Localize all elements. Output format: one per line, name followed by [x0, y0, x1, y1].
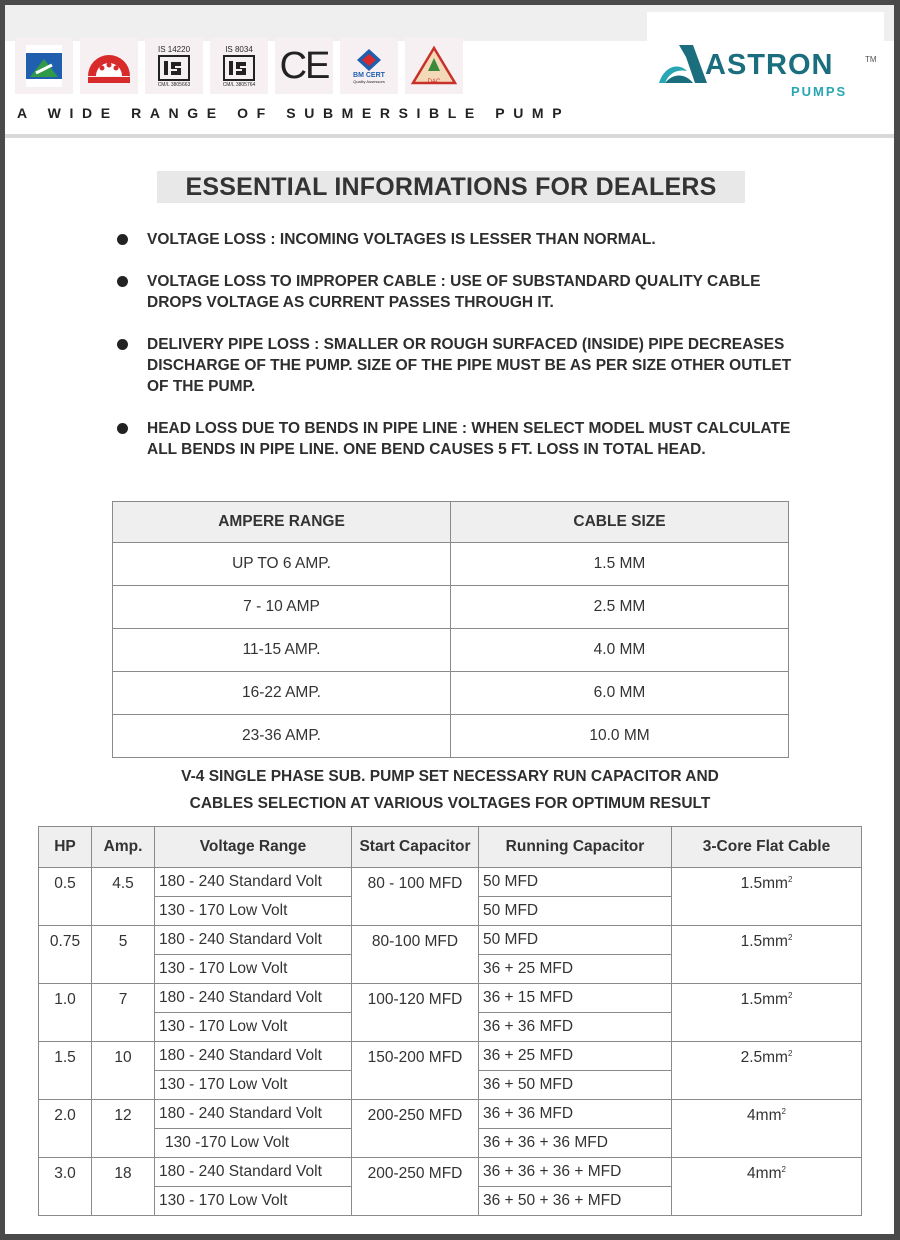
certification-row: [15, 38, 470, 98]
cable-size-table: [112, 501, 789, 758]
start-capacitor-cell: 200-250 MFD: [352, 1158, 479, 1216]
table-cell: 16-22 AMP.: [113, 672, 451, 715]
column-header: Start Capacitor: [352, 827, 479, 868]
running-capacitor-cell: 50 MFD: [479, 926, 672, 955]
running-capacitor-cell: 36 + 36 + 36 + MFD: [479, 1158, 672, 1187]
table-header-row: [39, 827, 862, 868]
running-capacitor-cell: 36 + 50 MFD: [479, 1071, 672, 1100]
table-row: [113, 586, 789, 629]
cable-value: 1.5mm: [740, 875, 788, 893]
brand-trademark: TM: [865, 55, 877, 64]
dac-triangle-icon: [405, 38, 463, 94]
bullet-dot-icon: [117, 234, 128, 245]
voltage-cell: 130 - 170 Low Volt: [155, 1187, 352, 1216]
start-capacitor-cell: 80 - 100 MFD: [352, 868, 479, 926]
bullet-item: [117, 334, 807, 397]
running-capacitor-cell: 36 + 15 MFD: [479, 984, 672, 1013]
table-cell: 4.0 MM: [451, 629, 789, 672]
capacitor-selection-table: [38, 826, 862, 1216]
amp-cell: 12: [92, 1100, 155, 1158]
voltage-cell: 180 - 240 Standard Volt: [155, 926, 352, 955]
column-header: CABLE SIZE: [451, 502, 789, 543]
cable-value: 1.5mm: [740, 933, 788, 951]
column-header: Running Capacitor: [479, 827, 672, 868]
start-capacitor-cell: 100-120 MFD: [352, 984, 479, 1042]
start-capacitor-cell: 200-250 MFD: [352, 1100, 479, 1158]
superscript: 2: [787, 1049, 793, 1058]
header-divider: [5, 134, 894, 138]
table-header-row: [113, 502, 789, 543]
section-heading-line: CABLES SELECTION AT VARIOUS VOLTAGES FOR OPTIMUM RESULT: [189, 795, 711, 812]
column-header: Voltage Range: [155, 827, 352, 868]
table-row: [39, 984, 862, 1013]
ce-mark-text: CE: [279, 44, 329, 87]
document-page: [5, 5, 894, 1234]
running-capacitor-cell: 36 + 25 MFD: [479, 1042, 672, 1071]
isi-licence-number: CM/L 3805663: [157, 81, 191, 88]
superscript: 2: [787, 991, 793, 1000]
voltage-cell: 130 - 170 Low Volt: [155, 897, 352, 926]
cable-cell: [672, 926, 862, 984]
isi-licence-number: CM/L 3805764: [222, 81, 256, 88]
table-cell: 11-15 AMP.: [113, 629, 451, 672]
table-row: [39, 1158, 862, 1187]
hp-cell: 1.0: [39, 984, 92, 1042]
bullet-item: [117, 418, 807, 460]
running-capacitor-cell: 36 + 50 + 36 + MFD: [479, 1187, 672, 1216]
bullet-dot-icon: [117, 423, 128, 434]
voltage-cell: 130 -170 Low Volt: [155, 1129, 352, 1158]
running-capacitor-cell: 36 + 25 MFD: [479, 955, 672, 984]
bmscert-text: BM CERT: [353, 72, 385, 79]
voltage-cell: 130 - 170 Low Volt: [155, 1013, 352, 1042]
start-capacitor-cell: 150-200 MFD: [352, 1042, 479, 1100]
table-row: [39, 926, 862, 955]
voltage-cell: 130 - 170 Low Volt: [155, 955, 352, 984]
hp-cell: 1.5: [39, 1042, 92, 1100]
isi-standard-number: IS 8034: [225, 44, 253, 54]
start-capacitor-cell: 80-100 MFD: [352, 926, 479, 984]
column-header: AMPERE RANGE: [113, 502, 451, 543]
isi-mark-icon: [210, 38, 268, 94]
running-capacitor-cell: 36 + 36 MFD: [479, 1100, 672, 1129]
bullet-text: VOLTAGE LOSS TO IMPROPER CABLE : USE OF SUBSTANDARD QUALITY CABLE DROPS VOLTAGE AS CURRENT PASSES THROUGH IT.: [147, 273, 761, 311]
table-cell: 6.0 MM: [451, 672, 789, 715]
amp-cell: 10: [92, 1042, 155, 1100]
cable-cell: [672, 1100, 862, 1158]
page-title: ESSENTIAL INFORMATIONS FOR DEALERS: [157, 171, 745, 203]
info-bullet-list: [117, 229, 807, 460]
table-row: [39, 1100, 862, 1129]
amp-cell: 7: [92, 984, 155, 1042]
astron-logo-icon: [657, 43, 709, 92]
voltage-cell: 180 - 240 Standard Volt: [155, 868, 352, 897]
superscript: 2: [787, 933, 793, 942]
table-row: [113, 629, 789, 672]
voltage-cell: 180 - 240 Standard Volt: [155, 1100, 352, 1129]
voltage-cell: 180 - 240 Standard Volt: [155, 1042, 352, 1071]
header: [5, 5, 894, 137]
cable-cell: [672, 984, 862, 1042]
voltage-cell: 180 - 240 Standard Volt: [155, 1158, 352, 1187]
bmscert-caption: Quality Assessors: [353, 79, 385, 84]
hp-cell: 0.75: [39, 926, 92, 984]
cable-value: 4mm: [747, 1165, 782, 1183]
table-cell: 1.5 MM: [451, 543, 789, 586]
column-header: 3-Core Flat Cable: [672, 827, 862, 868]
superscript: 2: [787, 875, 793, 884]
column-header: Amp.: [92, 827, 155, 868]
table-cell: 10.0 MM: [451, 715, 789, 758]
table-cell: 2.5 MM: [451, 586, 789, 629]
hp-cell: 2.0: [39, 1100, 92, 1158]
cable-cell: [672, 868, 862, 926]
brand-sub: PUMPS: [791, 84, 848, 99]
cable-value: 1.5mm: [740, 991, 788, 1009]
bullet-item: [117, 271, 807, 313]
dac-text: DAC: [427, 79, 441, 85]
bullet-item: [117, 229, 807, 250]
table-row: [39, 1042, 862, 1071]
running-capacitor-cell: 50 MFD: [479, 868, 672, 897]
star-rating-icon: [80, 38, 138, 94]
superscript: 2: [781, 1165, 786, 1174]
amp-cell: 18: [92, 1158, 155, 1216]
tagline: A WIDE RANGE OF SUBMERSIBLE PUMP: [17, 105, 571, 121]
table-cell: UP TO 6 AMP.: [113, 543, 451, 586]
running-capacitor-cell: 50 MFD: [479, 897, 672, 926]
bullet-text: VOLTAGE LOSS : INCOMING VOLTAGES IS LESSER THAN NORMAL.: [147, 231, 656, 248]
bullet-text: HEAD LOSS DUE TO BENDS IN PIPE LINE : WHEN SELECT MODEL MUST CALCULATE ALL BENDS IN PIPE LINE. ONE BEND CAUSES 5 FT. LOSS IN TOTAL HEAD.: [147, 420, 791, 458]
bullet-dot-icon: [117, 339, 128, 350]
section-heading: [125, 763, 775, 817]
table-cell: 23-36 AMP.: [113, 715, 451, 758]
bullet-dot-icon: [117, 276, 128, 287]
cable-cell: [672, 1042, 862, 1100]
hp-cell: 3.0: [39, 1158, 92, 1216]
bullet-text: DELIVERY PIPE LOSS : SMALLER OR ROUGH SURFACED (INSIDE) PIPE DECREASES DISCHARGE OF THE PUMP. SIZE OF THE PIPE MUST BE AS PER SIZE OTHER OUTLET OF THE PUMP.: [147, 336, 792, 395]
amp-cell: 4.5: [92, 868, 155, 926]
running-capacitor-cell: 36 + 36 + 36 MFD: [479, 1129, 672, 1158]
bee-energy-icon: [15, 38, 73, 94]
amp-cell: 5: [92, 926, 155, 984]
table-row: [39, 868, 862, 897]
voltage-cell: 180 - 240 Standard Volt: [155, 984, 352, 1013]
table-cell: 7 - 10 AMP: [113, 586, 451, 629]
column-header: HP: [39, 827, 92, 868]
cable-value: 4mm: [747, 1107, 782, 1125]
superscript: 2: [781, 1107, 786, 1116]
cable-value: 2.5mm: [740, 1049, 788, 1067]
isi-mark-icon: [145, 38, 203, 94]
running-capacitor-cell: 36 + 36 MFD: [479, 1013, 672, 1042]
table-row: [113, 715, 789, 758]
table-row: [113, 672, 789, 715]
hp-cell: 0.5: [39, 868, 92, 926]
section-heading-line: V-4 SINGLE PHASE SUB. PUMP SET NECESSARY RUN CAPACITOR AND: [181, 768, 719, 785]
voltage-cell: 130 - 170 Low Volt: [155, 1071, 352, 1100]
ce-mark-icon: [275, 38, 333, 94]
brand-name: ASTRON: [705, 49, 834, 81]
isi-standard-number: IS 14220: [157, 44, 191, 54]
cable-cell: [672, 1158, 862, 1216]
bmscert-icon: [340, 38, 398, 94]
table-row: [113, 543, 789, 586]
